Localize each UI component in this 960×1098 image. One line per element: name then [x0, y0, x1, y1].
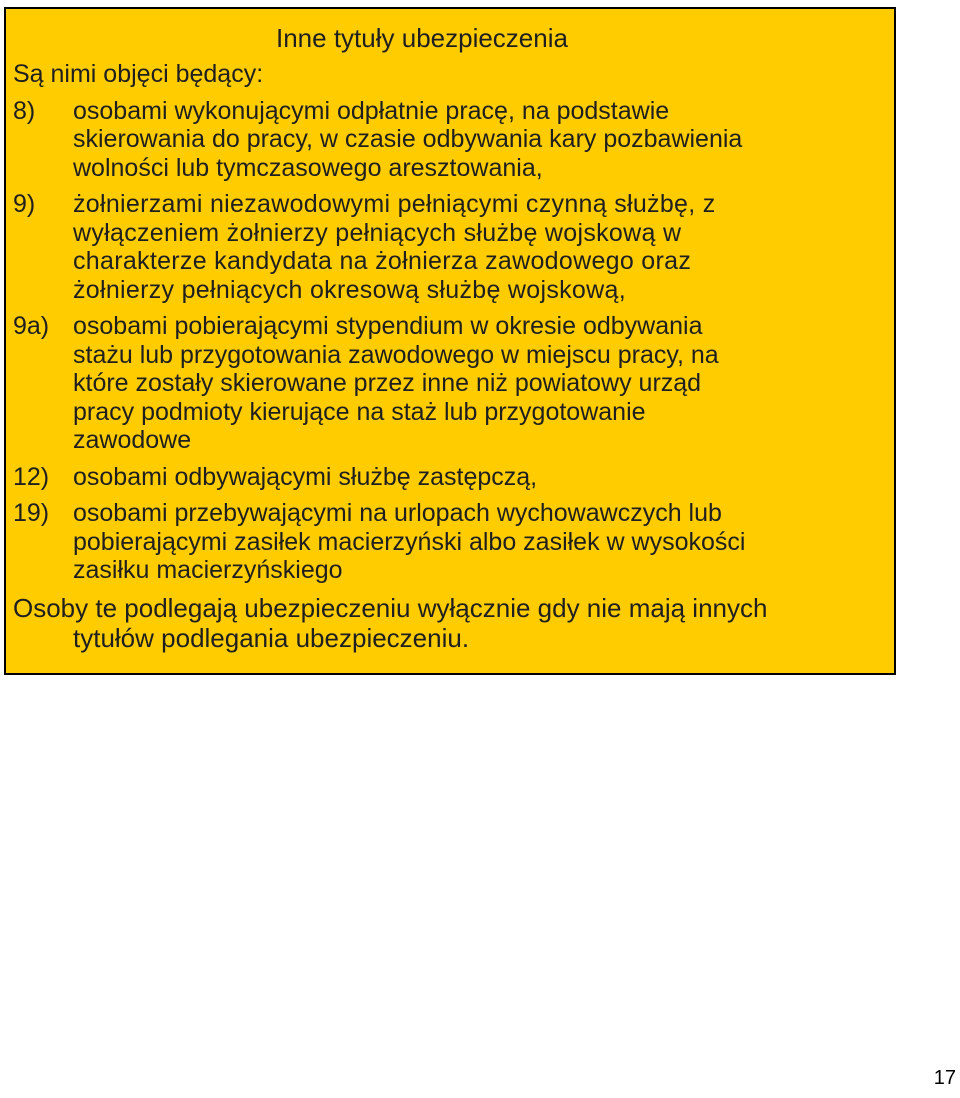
intro-text: Są nimi objęci będący: [13, 60, 264, 88]
list-item [13, 312, 893, 455]
item-line: które zostały skierowane przez inne niż powiatowy urząd [73, 369, 702, 397]
item-text [73, 190, 893, 304]
list-item [13, 190, 893, 304]
item-line: żołnierzami niezawodowymi pełniącymi czynną służbę, z [73, 190, 716, 218]
closing-line: Osoby te podlegają ubezpieczeniu wyłącznie gdy nie mają innych [13, 592, 768, 623]
item-line: żołnierzy pełniących okresową służbę wojskową, [73, 275, 626, 304]
item-line: wyłączeniem żołnierzy pełniących służbę wojskową w [73, 218, 682, 247]
item-line: charakterze kandydata na żołnierza zawodowego oraz [73, 247, 692, 275]
item-line: stażu lub przygotowania zawodowego w miejscu pracy, na [73, 340, 719, 369]
item-line: wolności lub tymczasowego aresztowania, [73, 153, 543, 182]
item-number: 9a) [13, 312, 50, 340]
item-line: osobami pobierającymi stypendium w okresie odbywania [73, 312, 703, 340]
list-item [13, 463, 893, 492]
item-text [73, 97, 893, 183]
item-line: zawodowe [73, 426, 192, 454]
closing-note [13, 593, 893, 653]
item-line: pracy podmioty kierujące na staż lub przygotowanie [73, 397, 646, 426]
item-line: zasiłku macierzyńskiego [73, 556, 343, 584]
page-number: 17 [933, 1067, 956, 1089]
item-line: skierowania do pracy, w czasie odbywania kary pozbawienia [73, 125, 743, 153]
slide-title: Inne tytuły ubezpieczenia [276, 23, 568, 53]
item-text [73, 463, 893, 492]
list-item [13, 499, 893, 585]
item-line: osobami wykonującymi odpłatnie pracę, na podstawie [73, 96, 670, 125]
list-item [13, 97, 893, 183]
slide-body [13, 60, 893, 653]
item-line: osobami przebywającymi na urlopach wychowawczych lub [73, 499, 722, 527]
closing-line: tytułów podlegania ubezpieczeniu. [73, 622, 470, 653]
item-number: 12) [13, 462, 50, 491]
item-number: 19) [13, 499, 50, 527]
item-text [73, 499, 893, 585]
item-line: pobierającymi zasiłek macierzyński albo zasiłek w wysokości [73, 527, 746, 556]
item-text [73, 312, 893, 455]
item-number: 8) [13, 96, 36, 125]
slide-content-box [4, 7, 896, 675]
item-line: osobami odbywającymi służbę zastępczą, [73, 462, 538, 491]
item-number: 9) [13, 190, 36, 218]
